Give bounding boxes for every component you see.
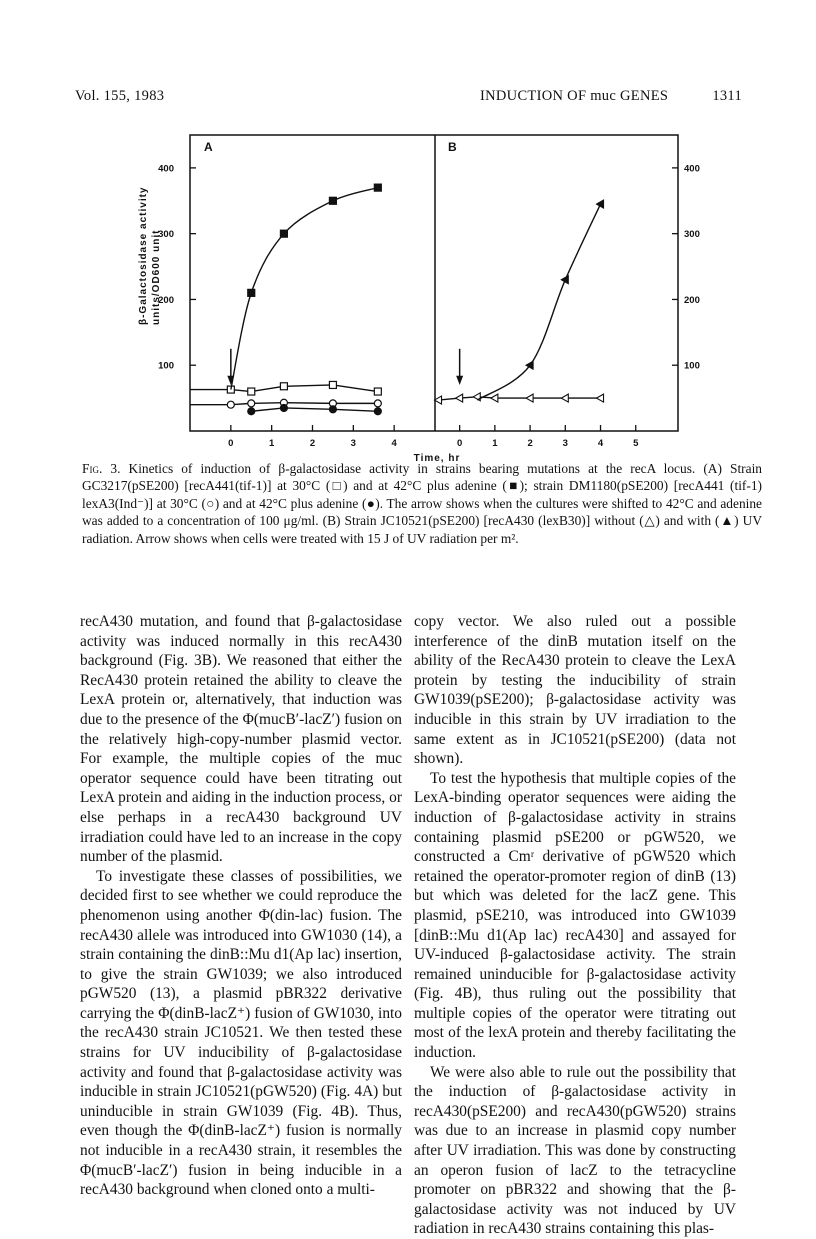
caption-label: Fig. 3. [82,461,121,476]
data-point [280,404,287,411]
body-paragraph: recA430 mutation, and found that β-galactosidase activity was induced normally in this recA430 background (Fig. 3B). We reasoned that either the RecA430 protein retained the ability to cleave the LexA protein or, alternatively, that induction was due to the presence of the Φ(mucB′-lacZ′) fusion on the relatively high-copy-number plasmid vector. For example, the multiple copies of the muc operator sequence could have been titrating out LexA protein and aiding in the induction process, or else perhaps in a recA430 background UV irradiation could have led to an increase in the copy number of the plasmid. [80,613,402,866]
body-column-left [80,612,402,1200]
y-tick-label: 400 [158,163,174,175]
y-tick-label: 300 [684,229,700,241]
panel-a-plot [158,163,397,449]
x-tick-label: 3 [562,438,568,449]
x-tick-label: 1 [492,438,498,449]
data-point [374,388,381,395]
data-point [597,394,604,402]
running-title: INDUCTION OF muc GENES [480,88,669,104]
y-tick-label: 100 [684,360,700,372]
x-tick-label: 0 [457,438,463,449]
data-point [248,289,255,296]
arrow-head [456,376,463,385]
data-point [329,197,336,204]
x-tick-label: 4 [597,438,604,449]
figure-3 [130,125,730,475]
body-column-right [414,612,736,1239]
data-point [374,408,381,415]
data-point [456,394,463,402]
figure-frame [190,135,678,431]
y-axis-label-line1: β-Galactosidase activity [138,186,149,325]
y-tick-label: 300 [158,229,174,241]
data-point [597,200,604,208]
data-point [280,230,287,237]
panel-a-label: A [204,140,213,154]
data-point [248,388,255,395]
data-point [374,400,381,407]
y-tick-label: 100 [158,360,174,372]
running-head-volume: Vol. 155, 1983 [75,88,165,104]
running-head [480,88,742,105]
body-paragraph: To test the hypothesis that multiple copies of the LexA-binding operator sequences were aiding the induction of β-galactosidase activity in strains containing plasmid pSE200 or pGW520, we constructed a Cmʳ derivative of pGW520 which retained the operator-promoter region of dinB (13) but which was deleted for the lacZ gene. This plasmid, pSE210, was introduced into GW1039 [dinB::Mu d1(Ap lac) recA430] and assayed for UV-induced β-galactosidase activity. The strain remained uninducible for β-galactosidase activity (Fig. 4B), thus ruling out the possibility that multiple copies of the operator were titrating out most of the lexA protein and thereby facilitating the induction. [414,769,736,1062]
x-tick-label: 1 [269,438,275,449]
data-point [248,408,255,415]
body-paragraph: We were also able to rule out the possibility that the induction of β-galactosidase activity in recA430(pSE200) and recA430(pGW520) strains was due to an increase in plasmid copy number after UV irradiation. This was done by constructing an operon fusion of lacZ to the tetracycline promoter on pBR322 and showing that the β-galactosidase activity was not induced by UV radiation in recA430 strains containing this plas- [414,1063,736,1238]
data-point [280,383,287,390]
panel-b-plot [435,163,700,449]
x-tick-label: 5 [633,438,639,449]
data-point [248,400,255,407]
y-tick-label: 400 [684,163,700,175]
x-tick-label: 2 [527,438,533,449]
data-point [561,394,568,402]
series-line [251,408,378,411]
y-tick-label: 200 [684,294,700,306]
figure-caption [82,460,762,547]
x-tick-label: 3 [350,438,356,449]
data-point [329,406,336,413]
page-number: 1311 [712,88,742,104]
data-point [526,394,533,402]
caption-text: Kinetics of induction of β-galactosidase activity in strains bearing mutations at the recA locus. (A) Strain GC3217(pSE200) [recA441(tif-1)] at 30°C (□) and at 42°C plus adenine (■); strain DM1180(pSE200) [recA441 (tif-1) lexA3(Ind⁻)] at 30°C (○) and at 42°C plus adenine (●). The arrow shows when the cultures were shifted to 42°C and adenine was added to a concentration of 100 μg/ml. (B) Strain JC10521(pSE200) [recA430 (lexB30)] without (△) and with (▲) UV radiation. Arrow shows when cells were treated with 15 J of UV radiation per m². [82,461,763,546]
y-tick-label: 200 [158,294,174,306]
data-point [374,184,381,191]
data-point [227,401,234,408]
body-paragraph: To investigate these classes of possibilities, we decided first to see whether we could reproduce the phenomenon using another Φ(din-lac) fusion. The recA430 allele was introduced into GW1030 (14), a strain containing the dinB::Mu d1(Ap lac) insertion, to give the strain GW1039; we also introduced pGW520 (13), a plasmid pBR322 derivative carrying the Φ(dinB-lacZ⁺) fusion of GW1030, into the recA430 strain JC10521. We then tested these strains for UV inducibility of β-galactosidase activity and found that β-galactosidase activity was inducible in strain JC10521(pGW520) (Fig. 4A) but uninducible in strain GW1039 (Fig. 4B). Thus, even though the Φ(dinB-lacZ⁺) fusion is normally not inducible in a recA430 strain, it resembles the Φ(mucB′-lacZ′) fusion in being inducible in a recA430 background when cloned onto a multi- [80,867,402,1199]
data-point [491,394,498,402]
series-line [477,204,600,400]
body-paragraph: copy vector. We also ruled out a possible interference of the dinB mutation itself on the ability of the RecA430 protein to cleave the LexA protein by testing the inducibility of strain GW1039(pSE200); β-galactosidase activity was inducible in this strain by UV irradiation to the same extent as in JC10521(pSE200) (data not shown). [414,613,736,768]
data-point [329,381,336,388]
x-tick-label: 0 [228,438,234,449]
panel-b-label: B [448,140,457,154]
series-line [231,188,378,390]
x-axis-label: Time, hr [413,453,461,464]
y-axis-label-line2: units/OD600 unit [151,229,162,325]
x-tick-label: 2 [309,438,316,449]
x-tick-label: 4 [391,438,397,449]
